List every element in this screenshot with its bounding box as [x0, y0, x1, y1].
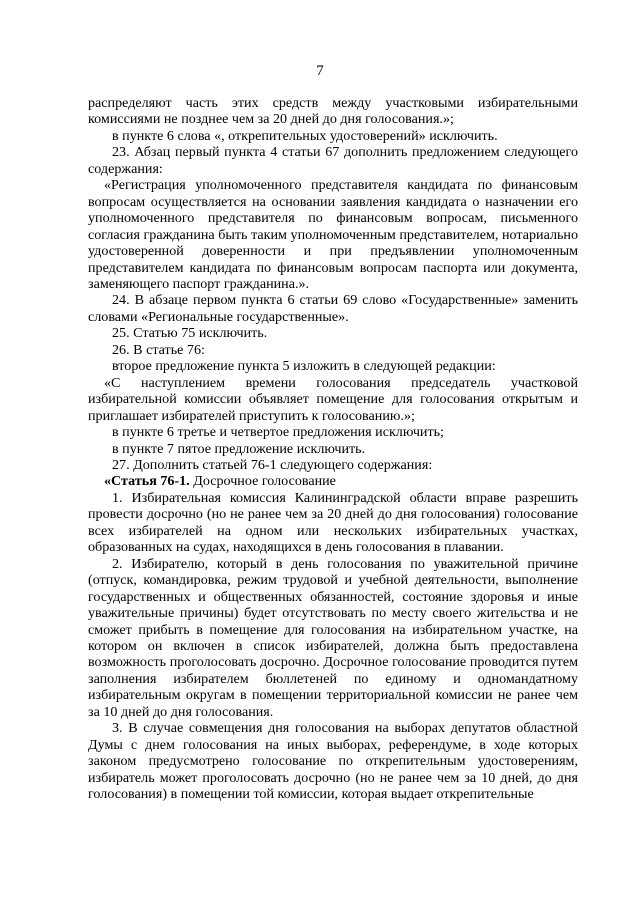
paragraph-item-26: 26. В статье 76: — [112, 341, 205, 358]
paragraph-point-6-sentences: в пункте 6 третье и четвертое предложения исключить; — [112, 424, 444, 441]
paragraph-article-point-3: 3. В случае совмещения дня голосования на выборах депутатов областной Думы с днем голосования на иных выборах, референдуме, в ходе которых законом предусмотрено голосование по открепительным удостоверениям, избиратель может проголосовать досрочно (но не ранее чем за 10 дней, до дня голосования) в помещении той комиссии, которая выдает открепительные — [88, 720, 578, 803]
page-number: 7 — [316, 63, 324, 79]
article-title: Досрочное голосование — [189, 473, 336, 490]
paragraph-point-5: второе предложение пункта 5 изложить в следующей редакции: — [112, 358, 496, 375]
paragraph-point-7: в пункте 7 пятое предложение исключить. — [112, 440, 366, 457]
article-number: «Статья 76-1. — [104, 473, 190, 490]
paragraph-point-6: в пункте 6 слова «, открепительных удостоверений» исключить. — [112, 127, 498, 144]
paragraph-item-24: 24. В абзаце первом пункта 6 статьи 69 слово «Государственные» заменить словами «Региональные государственные». — [88, 292, 578, 325]
paragraph-continuation: распределяют часть этих средств между участковыми избирательными комиссиями не позднее чем за 20 дней до дня голосования.»; — [88, 95, 578, 128]
paragraph-article-point-2: 2. Избирателю, который в день голосования по уважительной причине (отпуск, командировка, режим трудовой и учебной деятельности, выполнение государственных и общественных обязанностей, состояние здоровья и иные уважительные причины) будет отсутствовать по месту своего жительства и не сможет прибыть в помещение для голосования на избирательном участке, на котором он включен в список избирателей, должна быть предоставлена возможность проголосовать досрочно. Досрочное голосование проводится путем заполнения избирателем бюллетеней по единому и одномандатному избирательным округам в помещении территориальной комиссии не ранее чем за 10 дней до дня голосования. — [88, 555, 578, 720]
paragraph-article-point-1: 1. Избирательная комиссия Калининградской области вправе разрешить провести досрочно (но не ранее чем за 20 дней до дня голосования) голосование всех избирателей на одном или нескольких избирательных участках, образованных на судах, находящихся в день голосования в плавании. — [88, 489, 578, 556]
article-heading — [88, 473, 578, 489]
document-body — [88, 95, 578, 802]
paragraph-item-27: 27. Дополнить статьей 76-1 следующего содержания: — [112, 456, 433, 473]
paragraph-item-23: 23. Абзац первый пункта 4 статьи 67 дополнить предложением следующего содержания: — [88, 144, 578, 177]
paragraph-quote-registration: «Регистрация уполномоченного представителя кандидата по финансовым вопросам осуществляется на основании заявления кандидата о назначении его уполномоченного представителя по финансовым вопросам, письменного согласия гражданина быть таким уполномоченным представителем, нотариально удостоверенной доверенности и при предъявлении уполномоченным представителем кандидата по финансовым вопросам паспорта или документа, заменяющего паспорт гражданина.». — [88, 177, 578, 292]
paragraph-item-25: 25. Статью 75 исключить. — [112, 325, 268, 342]
paragraph-quote-voting-start: «С наступлением времени голосования председатель участковой избирательной комиссии объявляет помещение для голосования открытым и приглашает избирателей приступить к голосованию.»; — [88, 374, 578, 424]
